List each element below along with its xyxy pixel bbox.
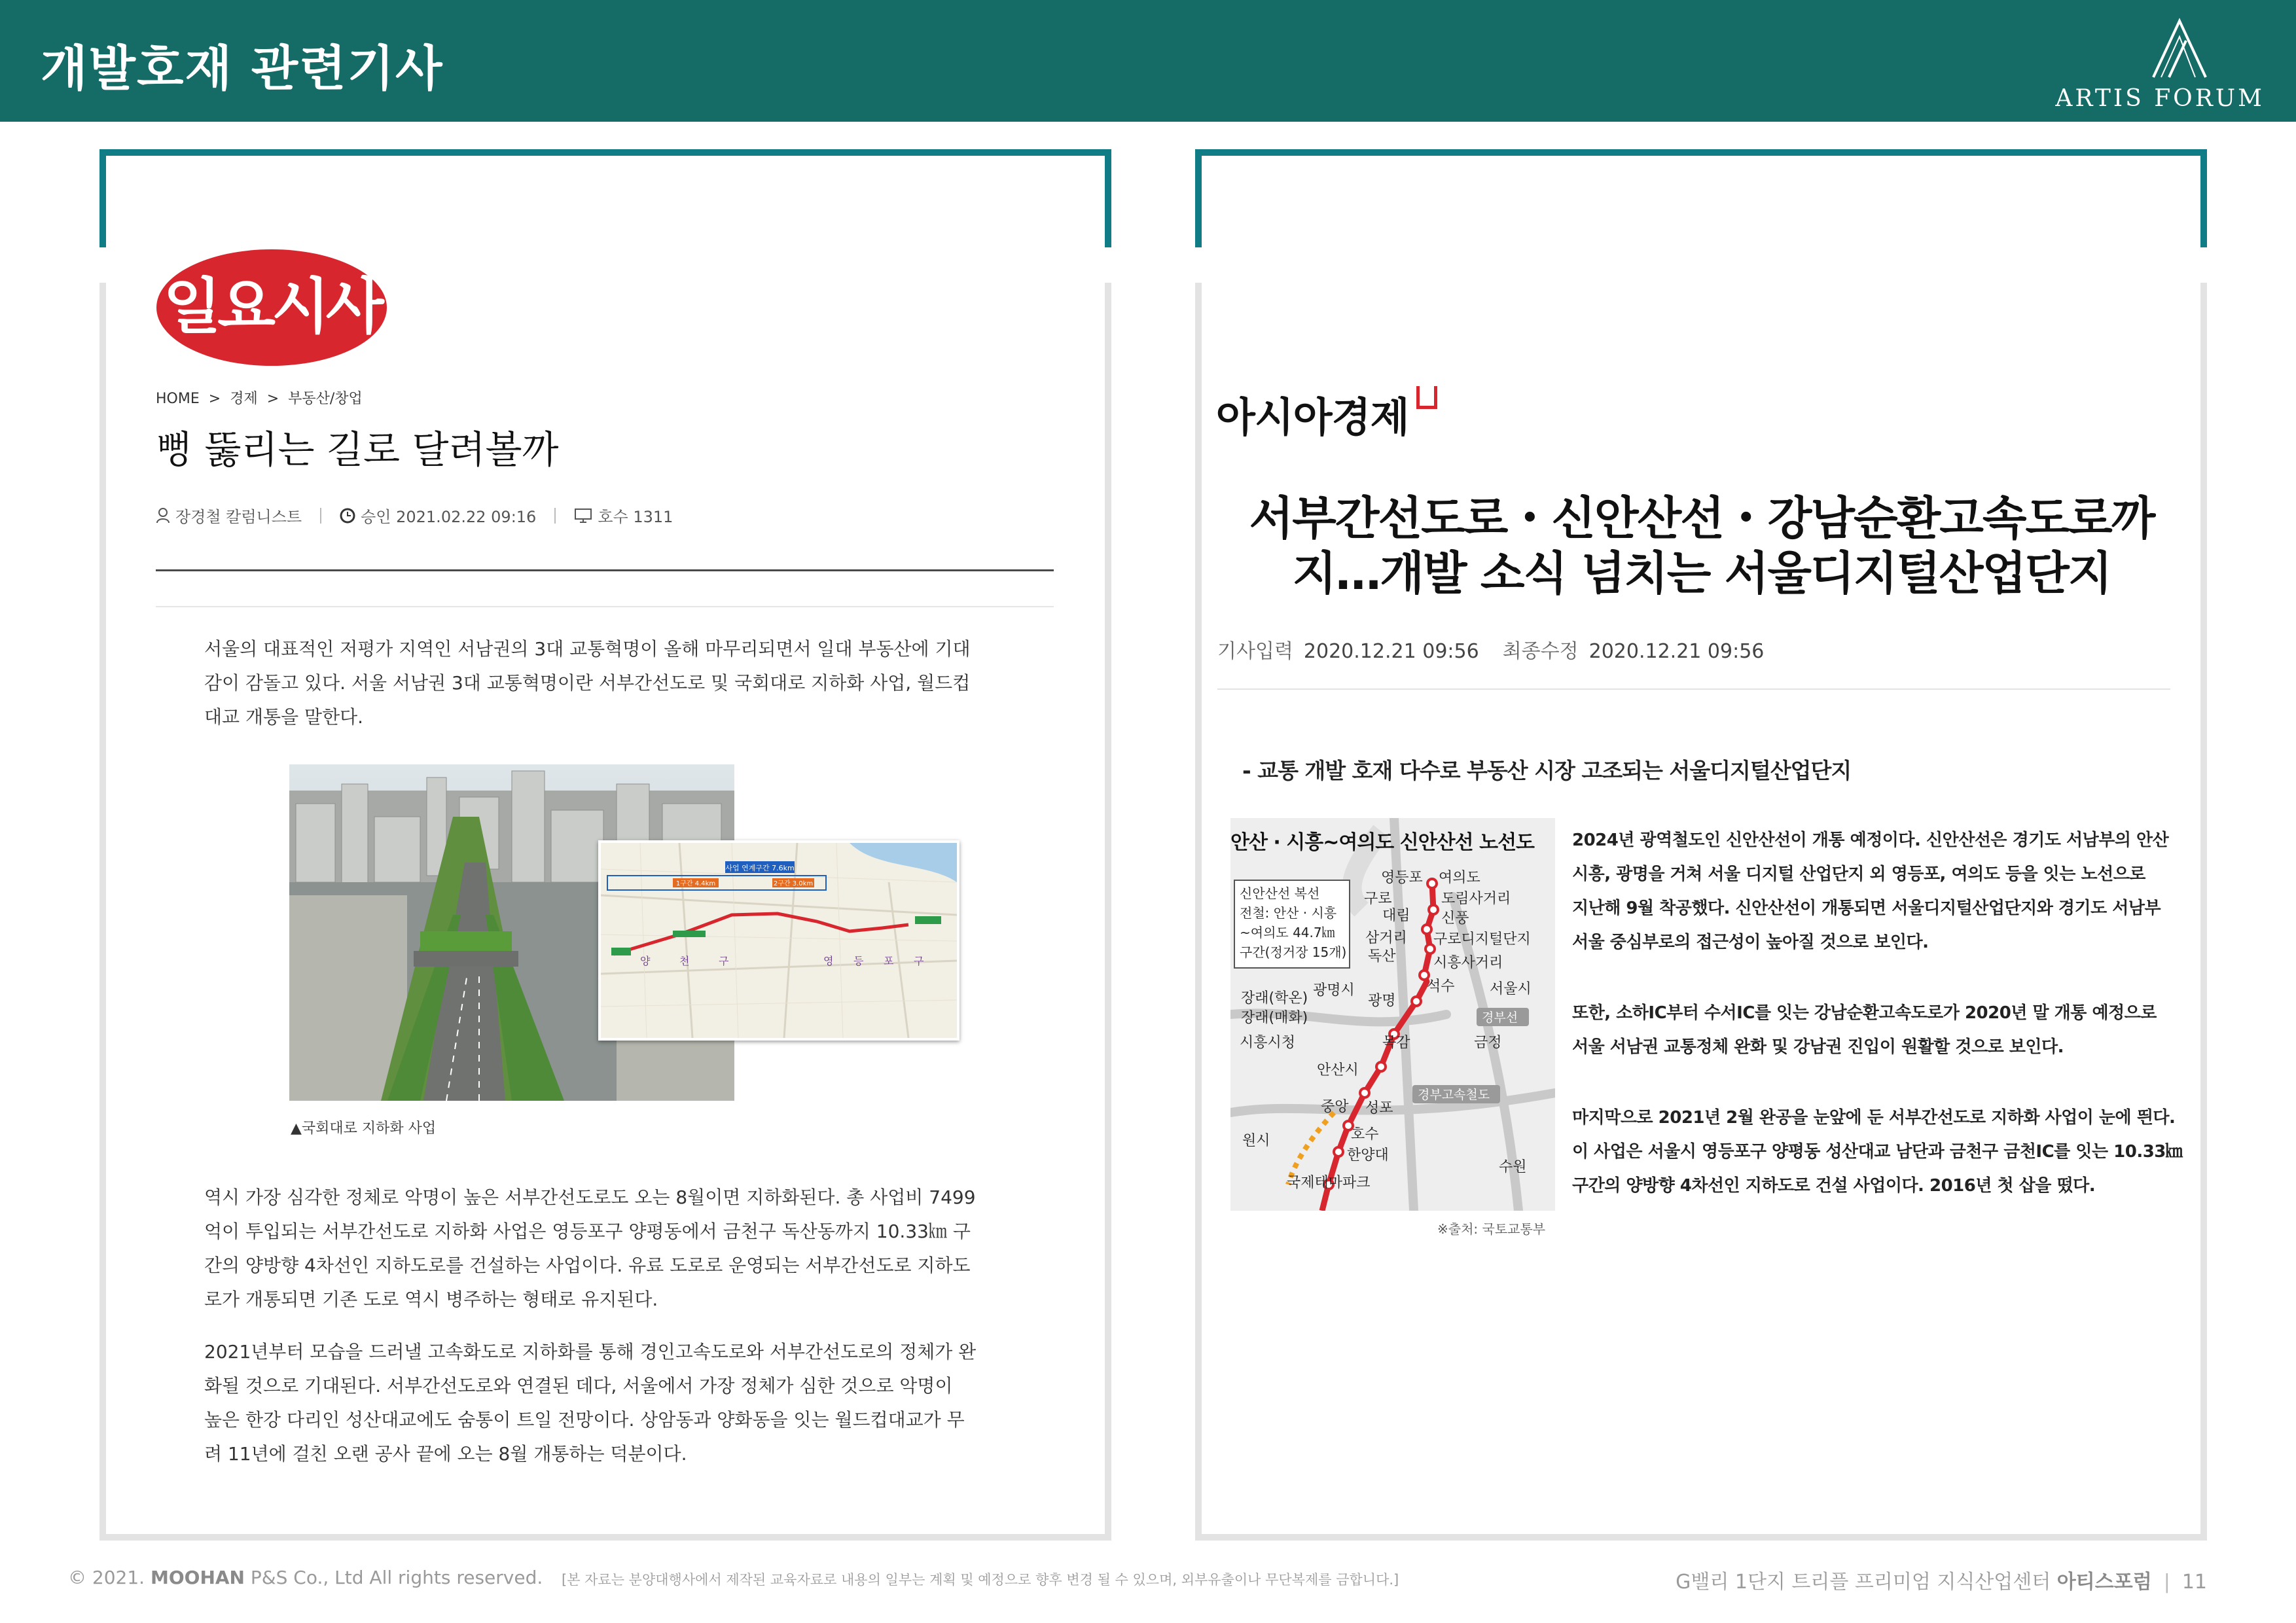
inset-map-label: 구	[914, 955, 924, 967]
station-label: 독산	[1368, 948, 1396, 965]
inset-map-label: 1구간 4.4km	[675, 880, 716, 887]
inset-map-label: 포	[884, 955, 894, 967]
modified-date: 2020.12.21 09:56	[1588, 640, 1765, 663]
station-label: 대림	[1382, 908, 1410, 924]
station-label: 중앙	[1321, 1099, 1349, 1115]
breadcrumb-economy[interactable]: 경제	[230, 391, 258, 407]
text-line: 2021년부터 모습을 드러낼 고속화도로 지하화를 통해 경인고속도로와 서부간선도로의 정체가 완	[204, 1341, 977, 1363]
divider	[156, 606, 1054, 607]
left-panel-frame-top	[99, 149, 1111, 156]
right-subheading: - 교통 개발 호재 다수로 부동산 시장 고조되는 서울디지털산업단지	[1242, 758, 1852, 783]
text-line: 간의 양방향 4차선인 지하도로를 건설하는 사업이다. 유료 도로로 운영되는 서부간선도로 지하도	[204, 1255, 971, 1276]
text-line: 서울 서남권 교통정체 완화 및 강남권 진입이 원활할 것으로 보인다.	[1572, 1037, 2064, 1057]
left-article-meta	[156, 504, 673, 527]
station-label: 안산시	[1317, 1062, 1359, 1079]
chevron-right-icon: >	[266, 391, 279, 407]
station-label: 시흥시청	[1240, 1035, 1296, 1051]
issue-number: 호수 1311	[598, 508, 673, 526]
breadcrumb-realestate[interactable]: 부동산/창업	[288, 391, 363, 407]
footer-notice: [본 자료는 분양대행사에서 제작된 교육자료로 내용의 일부는 계획 및 예정으로 향후 변경 될 수 있으며, 외부유출이나 무단복제를 금합니다.]	[562, 1572, 1399, 1588]
project-name: G밸리 1단지 트리플 프리미엄 지식산업센터	[1676, 1571, 2051, 1594]
text-line: 또한, 소하IC부터 수서IC를 잇는 강남순환고속도로가 2020년 말 개통 예정으로	[1572, 1003, 2157, 1023]
station-label: 광명시	[1313, 982, 1355, 999]
left-paragraph-3	[204, 1335, 1052, 1471]
inset-map-label: 양	[640, 955, 651, 967]
headline-line: 지…개발 소식 넘치는 서울디지털산업단지	[1292, 546, 2111, 600]
divider	[1217, 688, 2170, 690]
station-label: 신풍	[1441, 910, 1469, 927]
asiae-logo: 아시아경제	[1216, 393, 1409, 441]
station-label: 삼거리	[1365, 930, 1407, 946]
text-line: 시흥, 광명을 거쳐 서울 디지털 산업단지 외 영등포, 여의도 등을 잇는 노선으로	[1572, 865, 2145, 884]
footer-copyright	[68, 1567, 543, 1588]
text-line: 서울의 대표적인 저평가 지역인 서남권의 3대 교통혁명이 올해 마무리되면서 일대 부동산에 기대	[204, 638, 971, 660]
text-line: 려 11년에 걸친 오랜 공사 끝에 오는 8월 개통하는 덕분이다.	[204, 1443, 687, 1465]
text-line: 마지막으로 2021년 2월 완공을 눈앞에 둔 서부간선도로 지하화 사업이 눈에 띈다.	[1572, 1108, 2176, 1128]
page-title: 개발호재 관련기사	[41, 41, 444, 97]
footer-project: G밸리 1단지 트리플 프리미엄 지식산업센터 아티스포럼 | 11	[1676, 1571, 2207, 1594]
station-label: 국제테마파크	[1287, 1175, 1371, 1191]
station-label: 여의도	[1439, 870, 1480, 886]
station-label: 영등포	[1381, 870, 1423, 886]
text-line: 역시 가장 심각한 정체로 악명이 높은 서부간선도로도 오는 8월이면 지하화된다. 총 사업비 7499	[204, 1186, 976, 1208]
user-icon	[156, 508, 170, 524]
input-date: 2020.12.21 09:56	[1303, 640, 1479, 663]
right-panel-frame-top	[1195, 149, 2207, 156]
approved-date: 승인 2021.02.22 09:16	[361, 508, 537, 526]
right-panel-frame-right	[2200, 149, 2207, 247]
inset-map-label: 등	[853, 955, 864, 967]
ilyosisa-logo-text: 일요시사	[163, 272, 380, 342]
inset-map-label: 영	[823, 955, 834, 967]
left-panel-frame-right	[1105, 149, 1111, 247]
station-label: 시흥사거리	[1433, 955, 1503, 971]
text-line: 화될 것으로 기대된다. 서부간선도로와 연결된 데다, 서울에서 가장 정체가 심한 것으로 악명이	[204, 1375, 953, 1397]
artis-mountain-icon	[2149, 17, 2210, 80]
right-paragraph-3	[1572, 1101, 2187, 1203]
sinansan-line-map	[1230, 818, 1555, 1211]
station-label: 금정	[1474, 1035, 1502, 1051]
railway-label: 경부고속철도	[1418, 1088, 1490, 1102]
asiae-logo-mark	[1416, 386, 1437, 409]
station-label: 구로디지털단지	[1433, 931, 1531, 948]
right-article-meta	[1217, 635, 1764, 664]
page-number: 11	[2181, 1571, 2207, 1594]
station-label: 한양대	[1347, 1147, 1389, 1164]
map-title: 안산 · 시흥~여의도 신안산선 노선도	[1230, 831, 1535, 854]
left-panel-frame-left	[99, 149, 106, 247]
station-label: 호수	[1351, 1126, 1379, 1143]
right-panel-frame-left	[1195, 149, 1202, 247]
station-label: 장래(학온)	[1241, 990, 1308, 1007]
input-label: 기사입력	[1217, 640, 1293, 663]
station-label: 원시	[1242, 1133, 1270, 1149]
text-line: 2024년 광역철도인 신안산선이 개통 예정이다. 신안산선은 경기도 서남부의 안산	[1572, 830, 2169, 850]
railway-label: 경부선	[1482, 1010, 1518, 1025]
artis-forum-logo	[2055, 17, 2265, 115]
company-name: MOOHAN	[150, 1567, 245, 1588]
left-paragraph-2	[204, 1181, 1052, 1317]
text-line: 구간의 양방향 4차선인 지하도로 건설 사업이다. 2016년 첫 삽을 떴다.	[1572, 1176, 2096, 1196]
inset-map-label: 2구간 3.0km	[773, 880, 814, 887]
text-line: 대교 개통을 말한다.	[204, 706, 364, 728]
text-line: 높은 한강 다리인 성산대교에도 숨통이 트일 전망이다. 상암동과 양화동을 잇는 월드컵대교가 무	[204, 1409, 965, 1431]
clock-icon	[340, 508, 355, 524]
ilyosisa-logo	[154, 247, 389, 368]
text-line: 억이 투입되는 서부간선도로 지하화 사업은 영등포구 양평동에서 금천구 독산동까지 10.33㎞ 구	[204, 1221, 971, 1242]
inset-route-map	[598, 840, 960, 1041]
station-label: 목감	[1382, 1035, 1410, 1051]
text-line: 감이 감돌고 있다. 서울 서남권 3대 교통혁명이란 서부간선도로 및 국회대로 지하화 사업, 월드컵	[204, 672, 971, 694]
right-headline	[1217, 491, 2186, 601]
right-paragraph-1	[1572, 823, 2187, 959]
text-line: 로가 개통되면 기존 도로 역시 병주하는 형태로 유지된다.	[204, 1289, 658, 1310]
station-label: 성포	[1365, 1100, 1393, 1116]
chevron-right-icon: >	[208, 391, 221, 407]
station-label: 광명	[1368, 993, 1396, 1009]
divider	[156, 569, 1054, 571]
header-bar	[0, 0, 2296, 122]
text-line: 서울 중심부로의 접근성이 높아질 것으로 보인다.	[1572, 933, 1929, 952]
station-label: 구로	[1364, 891, 1392, 907]
left-headline: 뻥 뚫리는 길로 달려볼까	[156, 427, 559, 472]
inset-map-label: 사업 연계구간 7.6km	[725, 864, 795, 872]
map-legend: 전철: 안산 · 시흥	[1240, 905, 1337, 921]
inset-map-label: 천	[679, 955, 690, 967]
logo-text: ARTIS FORUM	[2055, 85, 2265, 112]
station-label: 석수	[1427, 978, 1455, 995]
headline-line: 서부간선도로・신안산선・강남순환고속도로까	[1249, 491, 2155, 545]
station-label: 서울시	[1490, 981, 1532, 997]
copyright-rest: P&S Co., Ltd All rights reserved.	[250, 1567, 543, 1588]
modified-label: 최종수정	[1502, 640, 1579, 663]
left-paragraph-1	[204, 632, 1052, 734]
station-label: 수원	[1499, 1159, 1527, 1175]
monitor-icon	[574, 508, 592, 524]
map-legend: 구간(정거장 15개)	[1240, 944, 1347, 960]
right-paragraph-2	[1572, 996, 2187, 1064]
brand-name: 아티스포럼	[2056, 1571, 2152, 1594]
text-line: 지난해 9월 착공했다. 신안산선이 개통되면 서울디지털산업단지와 경기도 서남부	[1572, 899, 2161, 918]
map-source: ※출처: 국토교통부	[1437, 1221, 1546, 1237]
copyright-prefix: © 2021.	[68, 1567, 145, 1588]
author: 장경철 칼럼니스트	[175, 508, 302, 526]
text-line: 이 사업은 서울시 영등포구 양평동 성산대교 남단과 금천구 금천IC를 잇는 10.33㎞	[1572, 1142, 2183, 1162]
breadcrumb-home[interactable]: HOME	[156, 391, 200, 407]
station-label: 장래(매화)	[1241, 1010, 1308, 1026]
map-legend: ~여의도 44.7㎞	[1240, 925, 1335, 940]
breadcrumb	[156, 387, 363, 408]
photo-caption: ▲국회대로 지하화 사업	[291, 1120, 437, 1137]
station-label: 도림사거리	[1441, 891, 1511, 907]
inset-map-label: 구	[719, 955, 729, 967]
map-legend: 신안산선 복선	[1240, 885, 1320, 901]
